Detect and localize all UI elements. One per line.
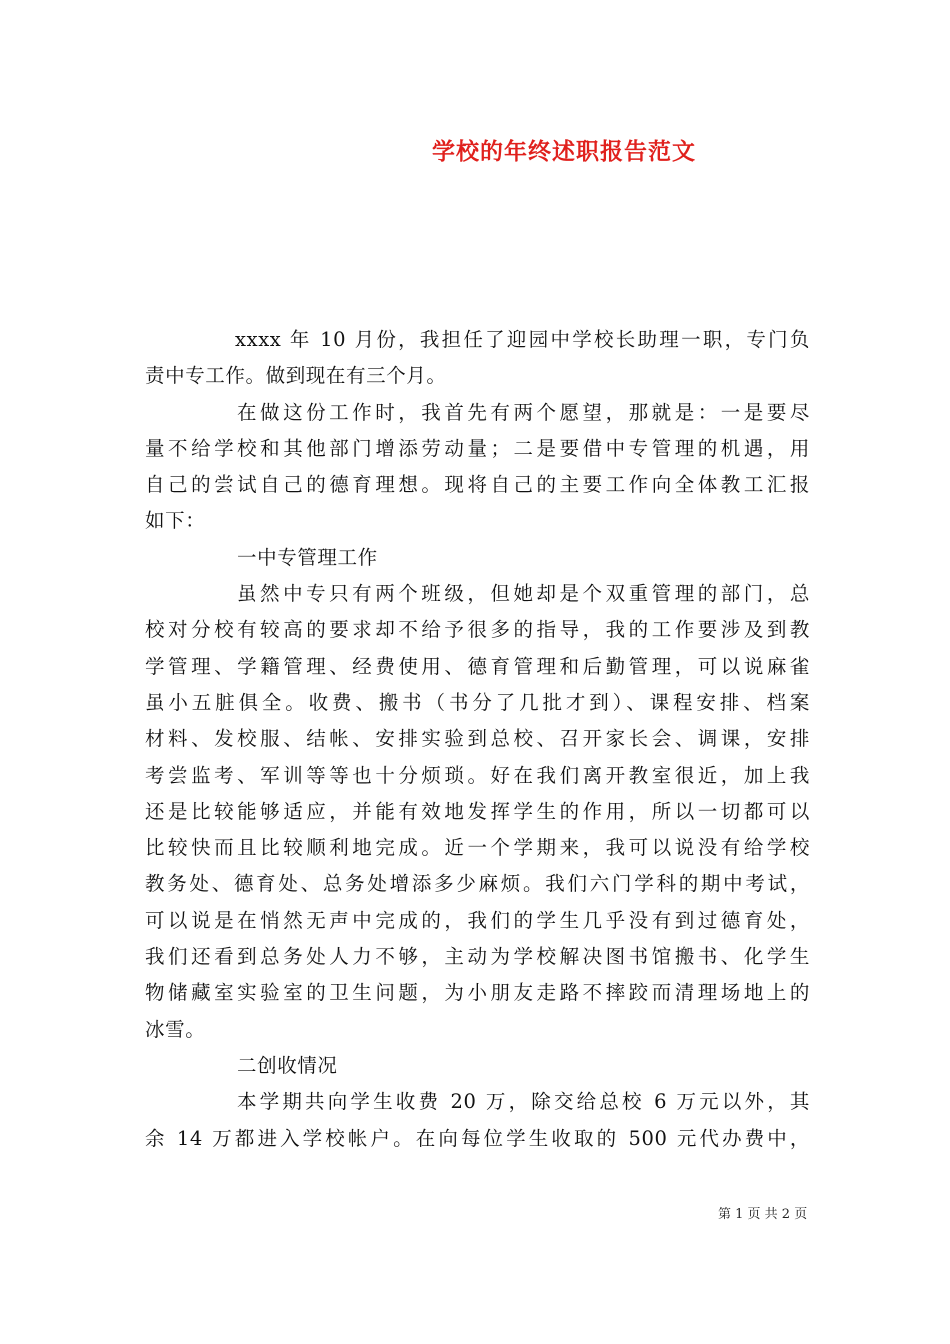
body-line: 考尝监考、军训等等也十分烦琐。好在我们离开教室很近，加上我	[145, 763, 810, 787]
body-line: 比较快而且比较顺利地完成。近一个学期来，我可以说没有给学校	[145, 836, 810, 860]
body-line: 责中专工作。做到现在有三个月。	[145, 364, 447, 388]
body-line: 可以说是在悄然无声中完成的，我们的学生几乎没有到过德育处，	[145, 908, 810, 932]
body-line: xxxx 年 10 月份，我担任了迎园中学校长助理一职，专门负	[235, 328, 810, 351]
body-line: 余 14 万都进入学校帐户。在向每位学生收取的 500 元代办费中，	[145, 1126, 810, 1150]
page-indicator: 第 1 页 共 2 页	[718, 1207, 808, 1222]
section-heading: 二创收情况	[237, 1053, 338, 1077]
page-title: 学校的年终述职报告范文	[432, 138, 696, 165]
body-line: 如下：	[145, 509, 206, 533]
body-line: 量不给学校和其他部门增添劳动量；二是要借中专管理的机遇，用	[145, 436, 810, 460]
document-body	[145, 322, 810, 1157]
body-line: 我们还看到总务处人力不够，主动为学校解决图书馆搬书、化学生	[145, 945, 810, 969]
body-line: 虽小五脏俱全。收费、搬书（书分了几批才到）、课程安排、档案	[145, 690, 810, 714]
body-line: 校对分校有较高的要求却不给予很多的指导，我的工作要涉及到教	[145, 618, 810, 642]
body-line: 还是比较能够适应，并能有效地发挥学生的作用，所以一切都可以	[145, 799, 810, 823]
body-line: 学管理、学籍管理、经费使用、德育管理和后勤管理，可以说麻雀	[145, 654, 810, 678]
body-line: 在做这份工作时，我首先有两个愿望，那就是：一是要尽	[237, 400, 810, 424]
body-line: 教务处、德育处、总务处增添多少麻烦。我们六门学科的期中考试，	[145, 872, 810, 896]
body-line: 冰雪。	[145, 1017, 206, 1041]
body-line: 本学期共向学生收费 20 万，除交给总校 6 万元以外，其	[237, 1090, 810, 1114]
section-heading: 一中专管理工作	[237, 545, 378, 569]
body-line: 自己的尝试自己的德育理想。现将自己的主要工作向全体教工汇报	[145, 473, 810, 497]
body-line: 物储藏室实验室的卫生问题，为小朋友走路不摔跤而清理场地上的	[145, 981, 810, 1005]
body-line: 虽然中专只有两个班级，但她却是个双重管理的部门，总	[237, 582, 810, 606]
body-line: 材料、发校服、结帐、安排实验到总校、召开家长会、调课，安排	[145, 727, 810, 751]
